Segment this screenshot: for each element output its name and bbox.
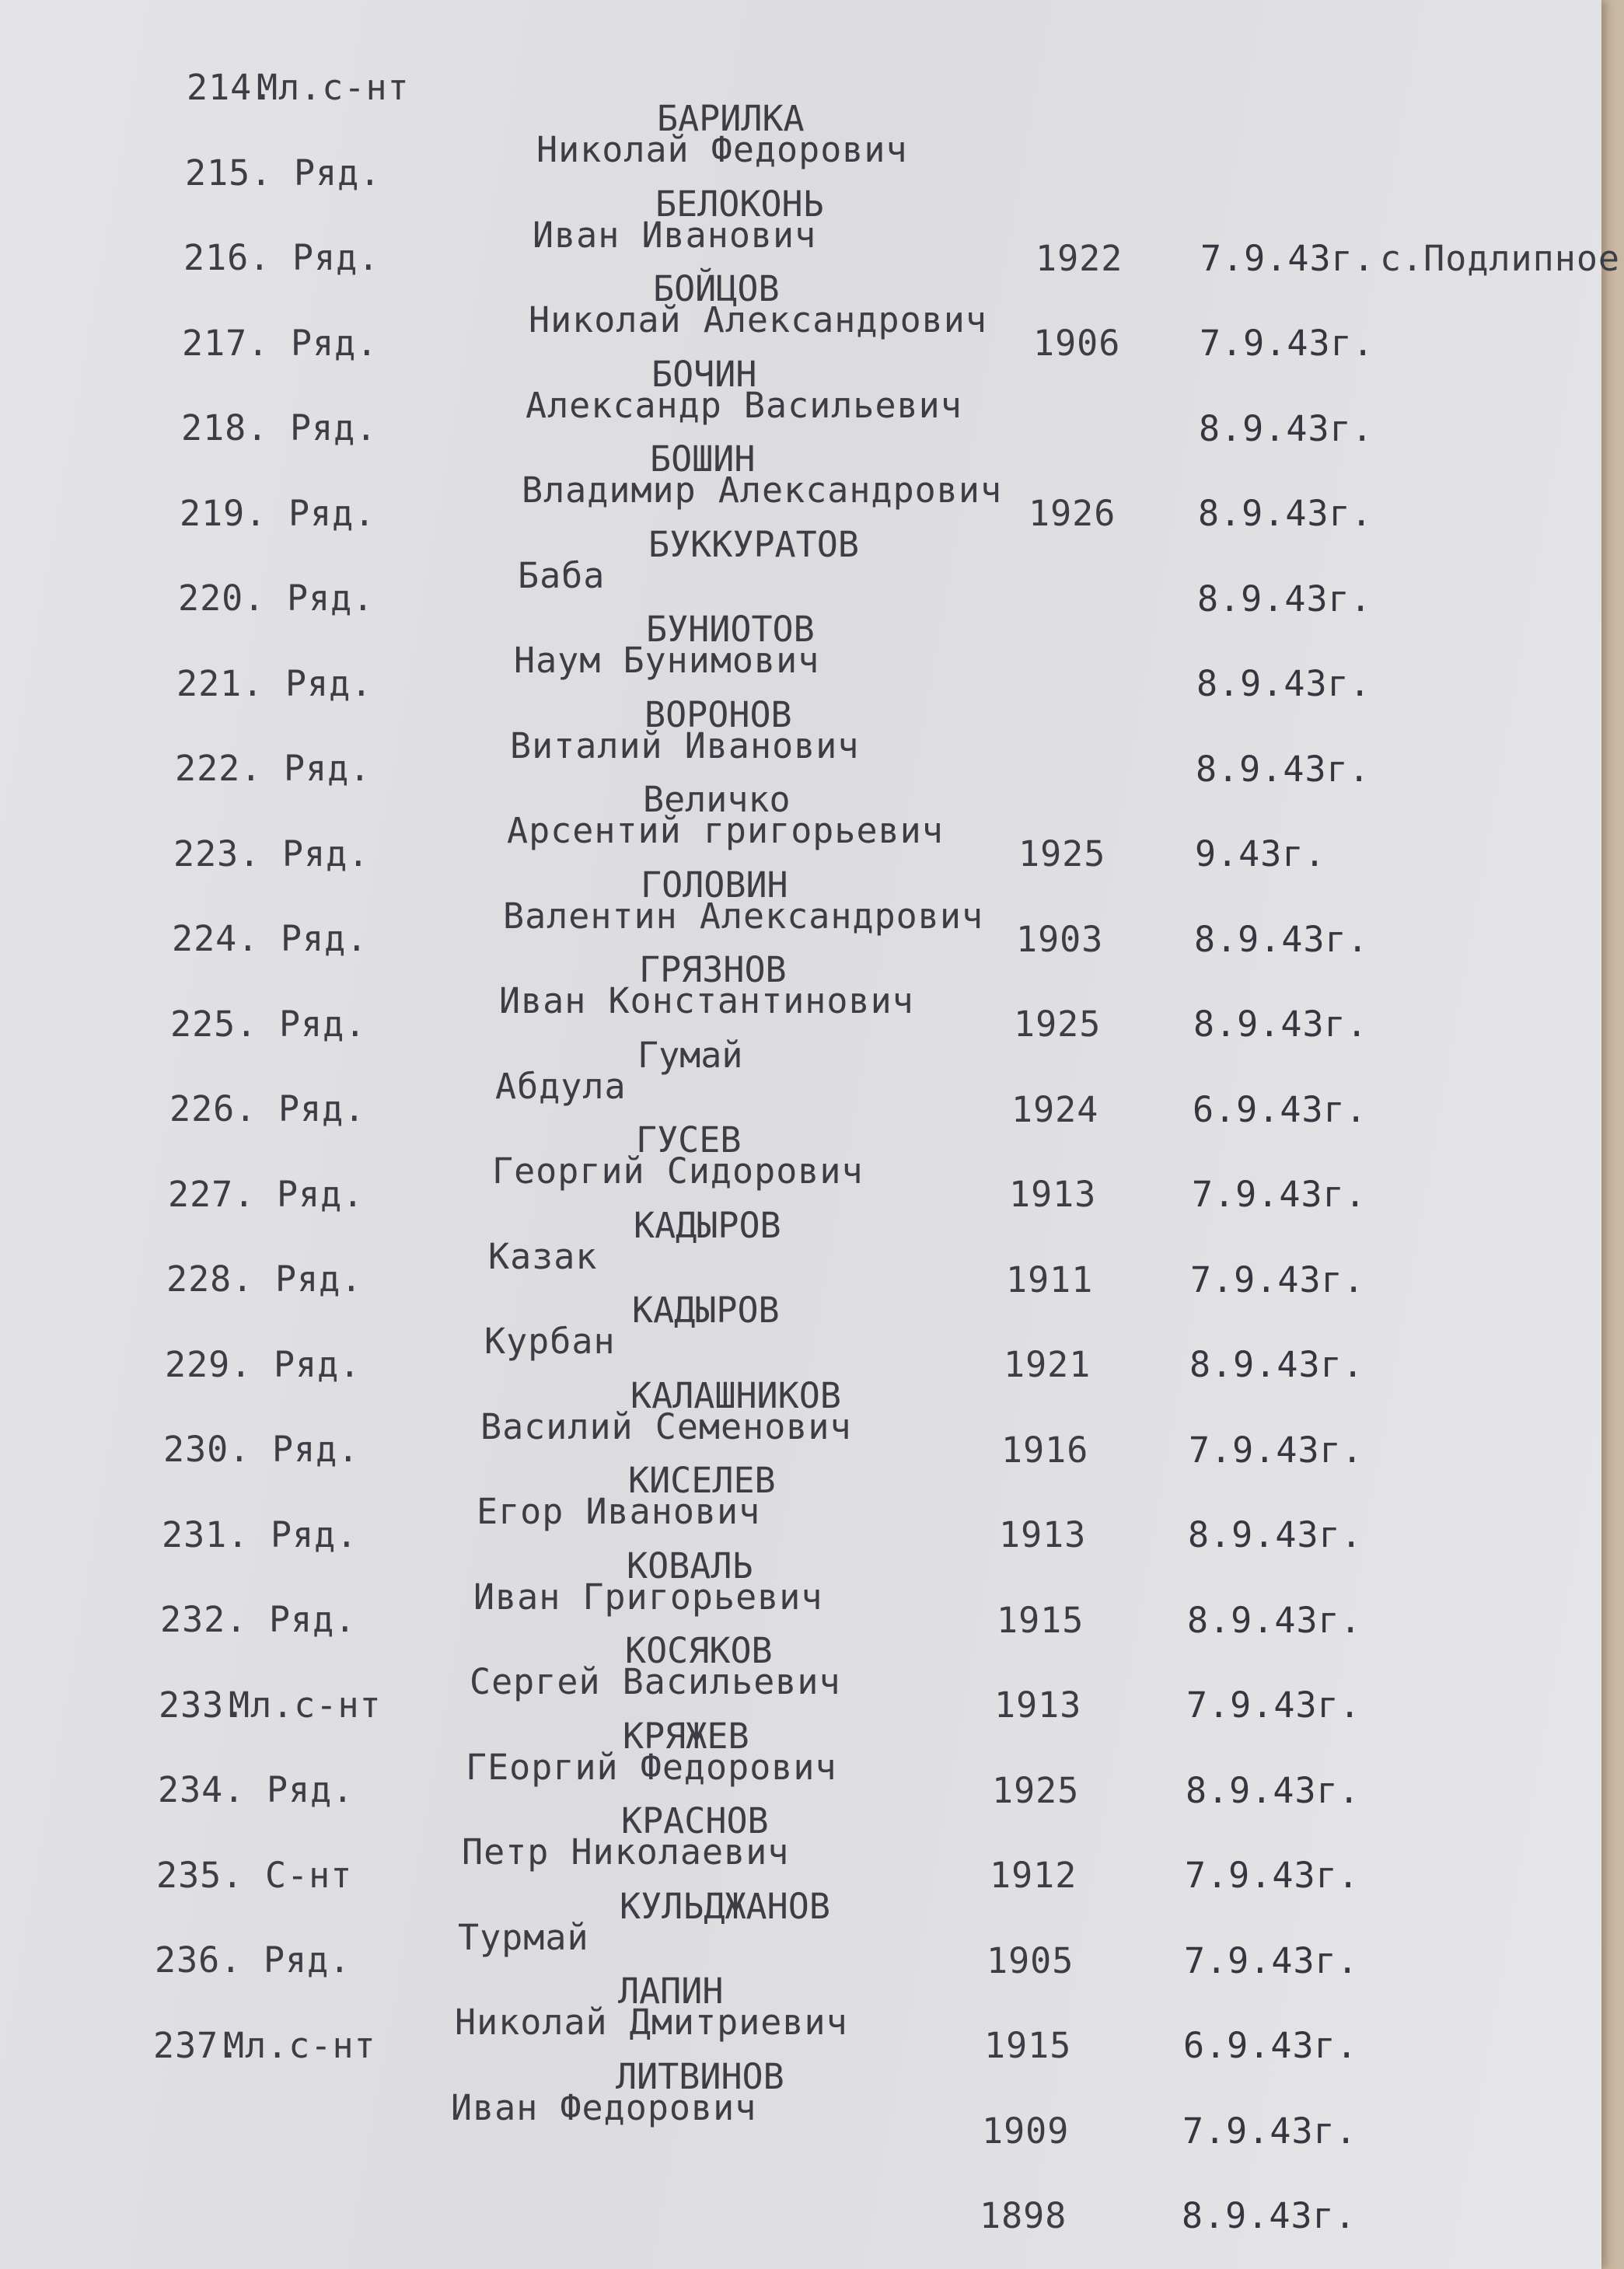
birth-year: 1903 (1016, 919, 1104, 960)
given-names: Сергей Васильевич (470, 1661, 841, 1702)
date-of-death: 8.9.43г. (1188, 1514, 1363, 1555)
birth-year: 1898 (980, 2195, 1067, 2236)
surname: ЛАПИН (618, 1971, 724, 2012)
surname: Величко (643, 779, 791, 820)
birth-year: 1911 (1006, 1259, 1094, 1300)
birth-year: 1906 (1033, 323, 1121, 364)
entry-number: 220. (178, 578, 266, 619)
date-of-death: 7.9.43г. (1185, 1855, 1360, 1896)
entry-number: 214. (187, 67, 274, 108)
surname: ГУСЕВ (636, 1119, 742, 1161)
given-names: Николай Дмитриевич (455, 2002, 848, 2043)
military-rank: Ряд. (278, 1088, 366, 1129)
date-of-death: 7.9.43г. (1182, 2110, 1357, 2152)
military-rank: Ряд. (285, 663, 373, 704)
given-names: Виталий Иванович (510, 725, 860, 766)
military-rank: Ряд. (292, 237, 380, 278)
surname: КОСЯКОВ (625, 1630, 773, 1671)
birth-year: 1912 (990, 1855, 1077, 1896)
military-rank: Ряд. (272, 1429, 360, 1470)
date-of-death: 8.9.43г. (1199, 408, 1374, 449)
military-rank: Ряд. (281, 918, 368, 959)
given-names: Иван Константинович (499, 980, 914, 1021)
military-rank: Ряд. (294, 152, 382, 194)
military-rank: Ряд. (284, 748, 372, 789)
entry-number: 232. (160, 1599, 248, 1640)
given-names: Петр Николаевич (462, 1831, 790, 1873)
military-rank: Мл.с-нт (257, 67, 410, 108)
birth-year: 1909 (982, 2110, 1070, 2152)
given-names: Иван Федорович (451, 2087, 757, 2128)
date-of-death: 8.9.43г. (1194, 919, 1369, 960)
surname: ГОЛОВИН (641, 864, 788, 906)
surname: БУНИОТОВ (646, 609, 815, 650)
military-rank: Ряд. (274, 1344, 361, 1385)
given-names: Наум Бунимович (514, 640, 820, 681)
birth-year: 1915 (997, 1600, 1084, 1641)
date-of-death: 8.9.43г. (1193, 1004, 1368, 1045)
entry-number: 236. (155, 1939, 243, 1981)
date-of-death: 8.9.43г. (1198, 493, 1373, 534)
birth-year: 1922 (1036, 238, 1123, 279)
given-names: Александр Васильевич (526, 385, 962, 426)
surname: КАДЫРОВ (634, 1205, 781, 1246)
given-names: Иван Григорьевич (473, 1576, 823, 1618)
entry-number: 235. (156, 1855, 244, 1896)
military-rank: Ряд. (279, 1004, 367, 1045)
military-rank: Ряд. (275, 1258, 363, 1300)
entry-number: 217. (182, 323, 270, 364)
given-names: Василий Семенович (480, 1406, 852, 1447)
surname: КАЛАШНИКОВ (630, 1375, 841, 1416)
date-of-death: 7.9.43г. (1190, 1259, 1365, 1300)
date-of-death: 7.9.43г. (1192, 1174, 1367, 1215)
birth-year: 1916 (1001, 1429, 1089, 1471)
entry-number: 231. (162, 1514, 250, 1555)
date-of-death: 7.9.43г. (1200, 238, 1375, 279)
military-rank: Ряд. (267, 1769, 354, 1810)
date-of-death: 9.43г. (1195, 833, 1326, 874)
birth-year: 1925 (1018, 833, 1106, 874)
surname: БОЙЦОВ (653, 268, 780, 309)
entry-number: 221. (176, 663, 264, 704)
surname: Гумай (637, 1035, 743, 1076)
surname: БУККУРАТОВ (648, 524, 859, 565)
given-names: ГЕоргий Федорович (466, 1747, 837, 1788)
surname: БОЧИН (651, 354, 757, 395)
entry-number: 234. (158, 1769, 246, 1810)
military-rank: Ряд. (291, 323, 379, 364)
given-names: Валентин Александрович (503, 895, 984, 937)
surname: КИСЕЛЕВ (628, 1460, 776, 1501)
given-names: Казак (488, 1236, 598, 1277)
entry-number: 237. (153, 2025, 241, 2066)
birth-year: 1925 (992, 1770, 1080, 1811)
given-names: Абдула (495, 1066, 627, 1107)
surname: ЛИТВИНОВ (616, 2056, 784, 2097)
surname: КУЛЬДЖАНОВ (620, 1886, 830, 1927)
date-of-death: 8.9.43г. (1186, 1770, 1360, 1811)
date-of-death: 8.9.43г. (1197, 578, 1372, 620)
entry-number: 218. (181, 407, 269, 449)
date-of-death: 7.9.43г. (1189, 1429, 1364, 1471)
entry-number: 215. (185, 152, 273, 194)
birth-year: 1915 (984, 2025, 1072, 2066)
birth-year: 1905 (987, 1940, 1074, 1981)
date-of-death: 6.9.43г. (1193, 1089, 1367, 1130)
given-names: Георгий Сидорович (492, 1150, 864, 1192)
date-of-death: 8.9.43г. (1196, 663, 1371, 704)
given-names: Баба (518, 555, 606, 596)
surname: БОШИН (650, 438, 756, 480)
surname: БЕЛОКОНЬ (655, 183, 824, 225)
military-rank: Мл.с-нт (223, 2025, 376, 2066)
given-names: Турмай (458, 1917, 589, 1958)
surname: КРАСНОВ (621, 1800, 769, 1841)
birth-year: 1924 (1011, 1089, 1099, 1130)
birth-year: 1925 (1014, 1004, 1102, 1045)
surname: ГРЯЗНОВ (639, 949, 787, 990)
entry-number: 229. (165, 1344, 253, 1385)
military-rank: Ряд. (271, 1514, 358, 1555)
military-rank: Ряд. (269, 1599, 357, 1640)
birth-year: 1926 (1029, 493, 1116, 534)
military-rank: Ряд. (288, 493, 376, 534)
surname: КОВАЛЬ (627, 1545, 753, 1587)
surname: КАДЫРОВ (632, 1290, 780, 1331)
birth-year: 1921 (1004, 1344, 1091, 1385)
military-rank: Ряд. (277, 1174, 365, 1215)
given-names: Иван Иванович (533, 215, 817, 256)
entry-number: 223. (173, 833, 261, 874)
place-note: с.Подлипное (1380, 238, 1621, 279)
birth-year: 1913 (994, 1684, 1082, 1726)
military-rank: Ряд. (282, 833, 370, 874)
birth-year: 1913 (1009, 1174, 1097, 1215)
entry-number: 225. (170, 1004, 258, 1045)
given-names: Арсентий григорьевич (507, 810, 944, 851)
entry-number: 226. (169, 1088, 257, 1129)
military-rank: Ряд. (290, 407, 378, 449)
entry-number: 216. (183, 237, 271, 278)
entry-number: 228. (166, 1258, 254, 1300)
military-rank: Ряд. (264, 1939, 351, 1981)
given-names: Николай Федорович (536, 129, 908, 170)
surname: БАРИЛКА (657, 98, 805, 139)
date-of-death: 8.9.43г. (1189, 1344, 1364, 1385)
date-of-death: 7.9.43г. (1186, 1684, 1361, 1726)
given-names: Николай Александрович (529, 299, 987, 340)
given-names: Егор Иванович (477, 1491, 761, 1532)
military-rank: Ряд. (287, 578, 375, 619)
entry-number: 224. (172, 918, 260, 959)
entry-number: 233. (159, 1684, 246, 1726)
entry-number: 230. (163, 1429, 251, 1470)
birth-year: 1913 (999, 1514, 1087, 1555)
date-of-death: 6.9.43г. (1183, 2025, 1358, 2066)
date-of-death: 7.9.43г. (1184, 1940, 1359, 1981)
entry-number: 219. (180, 493, 267, 534)
date-of-death: 8.9.43г. (1196, 749, 1371, 790)
military-rank: С-нт (265, 1855, 353, 1896)
entry-number: 227. (168, 1174, 256, 1215)
date-of-death: 8.9.43г. (1182, 2195, 1357, 2236)
entry-number: 222. (175, 748, 263, 789)
surname: ВОРОНОВ (644, 694, 792, 735)
date-of-death: 7.9.43г. (1200, 323, 1374, 364)
given-names: Курбан (484, 1321, 616, 1362)
military-rank: Мл.с-нт (229, 1684, 382, 1726)
given-names: Владимир Александрович (522, 470, 1003, 511)
surname: КРЯЖЕВ (623, 1716, 749, 1757)
date-of-death: 8.9.43г. (1187, 1600, 1362, 1641)
